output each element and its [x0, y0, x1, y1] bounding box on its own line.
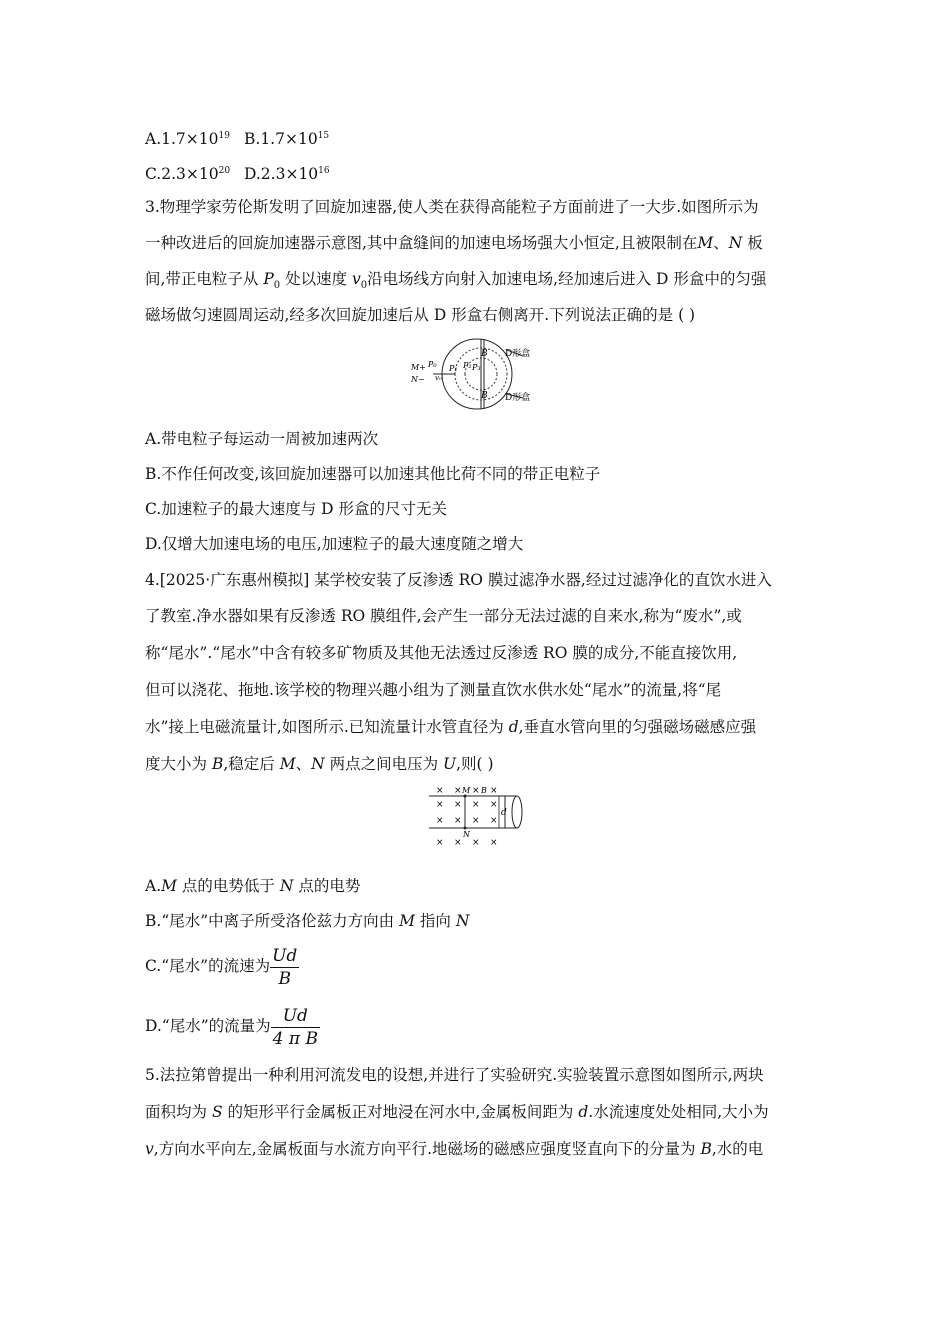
cross-r1c2: × — [454, 786, 462, 796]
q4-stem-line-1: 4.[2025·广东惠州模拟] 某学校安装了反渗透 RO 膜过滤净水器,经过过滤净化的直饮水进入 — [145, 571, 772, 589]
p0-label: P₀ — [428, 360, 437, 369]
q2-option-c: $C.2.3\times 10^{20}$ — [145, 165, 231, 183]
cross-r1c3: × — [472, 786, 480, 796]
cross-r3c2: × — [454, 816, 462, 826]
cyclotron-figure — [405, 336, 545, 412]
fraction-ud-over-4pib: $\frac{Ud}{\text{4 π B}}$ — [272, 1005, 318, 1049]
cross-r1c4: × — [490, 786, 498, 796]
q3-option-b: B.不作任何改变,该回旋加速器可以加速其他比荷不同的带正电粒子 — [145, 465, 601, 483]
q4-stem-line-2: 了教室.净水器如果有反渗透 RO 膜组件,会产生一部分无法过滤的自来水,称为“废水”,或 — [145, 607, 742, 625]
cross-r2c1: × — [436, 800, 444, 810]
q2-option-b: $B.1.7\times 10^{15}$ — [244, 130, 330, 148]
q4-option-b: B.“尾水”中离子所受洛伦兹力方向由 M 指向 N — [145, 912, 470, 930]
point-n-label: N — [463, 830, 470, 839]
cross-r2c2: × — [454, 800, 462, 810]
diameter-d-label: d — [501, 808, 507, 818]
point-m-label: M — [462, 786, 471, 795]
q3-option-a: A.带电粒子每运动一周被加速两次 — [145, 430, 379, 448]
field-b-label: B — [481, 786, 487, 795]
dbox-top-label: D形盒 — [505, 349, 531, 359]
cross-r4c2: × — [454, 838, 462, 848]
q5-stem-line-1: 5.法拉第曾提出一种利用河流发电的设想,并进行了实验研究.实验装置示意图如图所示,两块 — [145, 1066, 764, 1084]
q3-stem-line-4: 磁场做匀速圆周运动,经多次回旋加速后从 D 形盒右侧离开.下列说法正确的是 ( ) — [145, 306, 696, 324]
q5-stem-line-3: v,方向水平向左,金属板面与水流方向平行.地磁场的磁感应强度竖直向下的分量为 B,水的电 — [145, 1140, 764, 1158]
cross-r3c4: × — [490, 816, 498, 826]
q4-option-d: D.“尾水”的流量为 $\frac{Ud}{\text{4 π B}}$ — [145, 1005, 318, 1049]
q4-option-c: C.“尾水”的流速为 $\frac{Ud}{B}$ — [145, 945, 298, 989]
cross-r4c1: × — [436, 838, 444, 848]
q3-stem-line-1: 3.物理学家劳伦斯发明了回旋加速器,使人类在获得高能粒子方面前进了一大步.如图所示为 — [145, 198, 759, 216]
q4-stem-line-5: 水”接上电磁流量计,如图所示.已知流量计水管直径为 d,垂直水管向里的匀强磁场磁感应强 — [145, 718, 757, 736]
cross-r4c4: × — [490, 838, 498, 848]
q3-option-c: C.加速粒子的最大速度与 D 形盒的尺寸无关 — [145, 500, 448, 518]
p3-label: P₃ — [472, 363, 481, 372]
cross-r3c3: × — [472, 816, 480, 826]
fraction-ud-over-b: $\frac{Ud}{B}$ — [272, 945, 298, 989]
cross-r2c3: × — [472, 800, 480, 810]
q3-option-d: D.仅增大加速电场的电压,加速粒子的最大速度随之增大 — [145, 535, 524, 553]
v0-label: v₀ — [435, 374, 442, 382]
q4-stem-line-4: 但可以浇花、拖地.该学校的物理兴趣小组为了测量直饮水供水处“尾水”的流量,将“尾 — [145, 681, 722, 699]
field-b-label-top: B — [481, 349, 488, 359]
dbox-bottom-label: D形盒 — [505, 393, 531, 403]
q3-stem-line-3: 间,带正电粒子从 $P_0$ 处以速度 $v_0$沿电场线方向射入加速电场,经加速后进入 D 形盒中的匀强 — [145, 270, 767, 292]
cross-r2c4: × — [490, 800, 498, 810]
cross-r4c3: × — [472, 838, 480, 848]
cross-r1c1: × — [436, 786, 444, 796]
q4-stem-line-3: 称“尾水”.“尾水”中含有较多矿物质及其他无法透过反渗透 RO 膜的成分,不能直接饮用, — [145, 644, 738, 662]
q4-stem-line-6: 度大小为 B,稳定后 M、N 两点之间电压为 U,则( ) — [145, 755, 494, 773]
cross-r3c1: × — [436, 816, 444, 826]
field-b-label-bottom: B — [481, 391, 488, 401]
flowmeter-figure — [425, 784, 525, 848]
p1-label: P₁ — [449, 364, 458, 373]
plate-n-label: N− — [411, 375, 425, 384]
plate-m-label: M+ — [411, 363, 426, 372]
q2-option-d: $D.2.3\times 10^{16}$ — [244, 165, 330, 183]
q3-stem-line-2: 一种改进后的回旋加速器示意图,其中盒缝间的加速电场场强大小恒定,且被限制在M、N 板 — [145, 234, 763, 252]
q4-option-a: A.M 点的电势低于 N 点的电势 — [145, 877, 361, 895]
q5-stem-line-2: 面积均为 S 的矩形平行金属板正对地浸在河水中,金属板间距为 d.水流速度处处相同,大小为 — [145, 1103, 769, 1121]
p2-label: P₂ — [463, 361, 472, 370]
q2-option-a: $A.1.7\times 10^{19}$ — [145, 130, 230, 148]
